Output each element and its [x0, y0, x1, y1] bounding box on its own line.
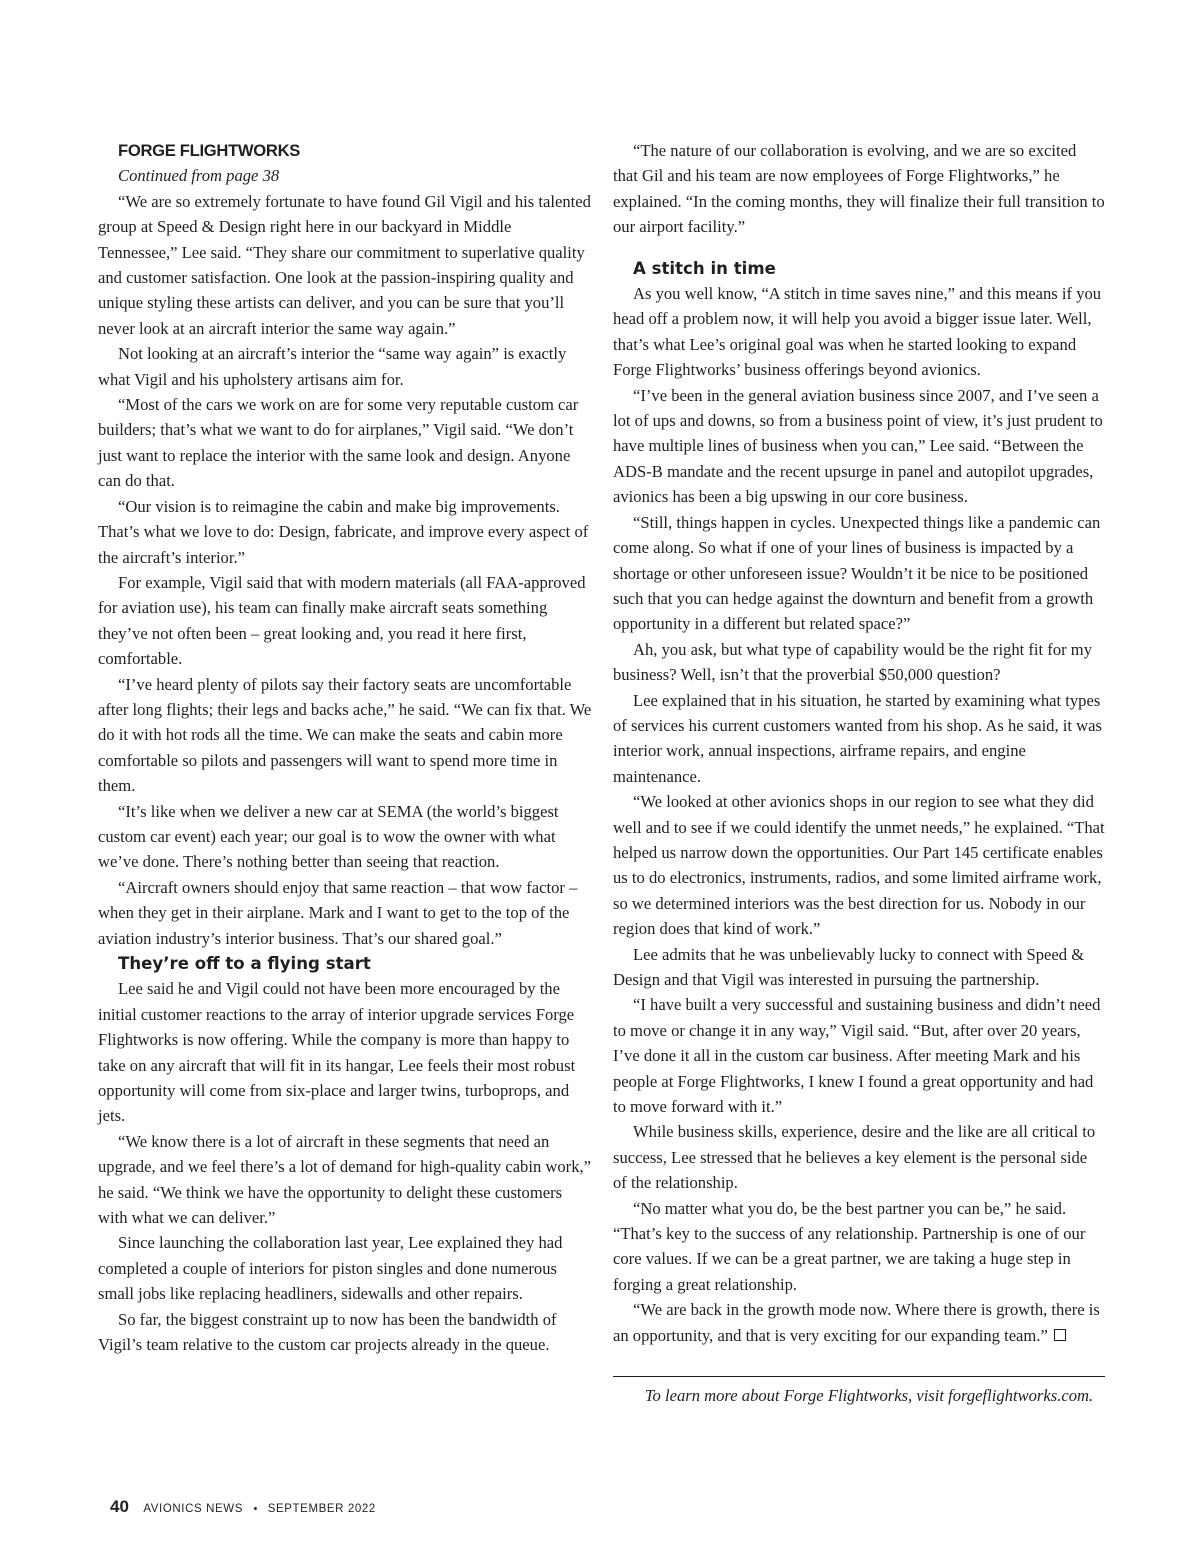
body-paragraph: “The nature of our collaboration is evolving, and we are so excited that Gil and his team are now employees of Forge Flightworks,” he explained. “In the coming months, they will finalize their full transition to our airport facility.” — [613, 141, 1105, 237]
body-paragraph: “We looked at other avionics shops in our region to see what they did well and to see if we could identify the unmet needs,” he explained. “That helped us narrow down the opportunities. Our Part 145 certificate enables us to do electronics, instruments, radios, and some limited airframe work, so we determined interiors was the best direction for us. Nobody in our region does that kind of work.” — [613, 792, 1105, 939]
left-column — [98, 138, 592, 1358]
body-paragraph: “I’ve heard plenty of pilots say their factory seats are uncomfortable after long flights; their legs and backs ache,” he said. “We can fix that. We do it with hot rods all the time. We can make the seats and cabin more comfortable so pilots and passengers will want to spend more time in them. — [98, 674, 592, 796]
publication-name: AVIONICS NEWS — [143, 1503, 243, 1515]
body-paragraph: Lee admits that he was unbelievably lucky to connect with Speed & Design and that Vigil was interested in pursuing the partnership. — [613, 944, 1085, 989]
closing-paragraph — [613, 1297, 1105, 1348]
body-paragraph: As you well know, “A stitch in time saves nine,” and this means if you head off a problem now, it will help you avoid a bigger issue later. Well, that’s what Lee’s original goal was when he started looking to expand Forge Flightworks’ business offerings beyond avionics. — [613, 284, 1102, 380]
left-paragraphs-b — [98, 976, 592, 1357]
subhead-flying-start: They’re off to a flying start — [118, 954, 371, 973]
body-paragraph: “Aircraft owners should enjoy that same reaction – that wow factor – when they get in their airplane. Mark and I want to get to the top of the aviation industry’s interior business. That’s our shared goal.” — [98, 877, 578, 948]
body-paragraph: Lee explained that in his situation, he started by examining what types of services his current customers wanted from his shop. As he said, it was interior work, annual inspections, airframe repairs, and engine maintenance. — [613, 690, 1102, 786]
page-number: 40 — [110, 1497, 129, 1516]
body-paragraph: “No matter what you do, be the best partner you can be,” he said. “That’s key to the success of any relationship. Partnership is one of our core values. If we can be a great partner, we are taking a huge step in forging a great relationship. — [613, 1198, 1086, 1294]
divider-rule — [613, 1376, 1105, 1377]
body-paragraph: Not looking at an aircraft’s interior the “same way again” is exactly what Vigil and his upholstery artisans aim for. — [98, 344, 567, 389]
section-kicker: FORGE FLIGHTWORKS — [118, 141, 301, 160]
learn-more-note: To learn more about Forge Flightworks, visit forgeflightworks.com. — [644, 1386, 1094, 1406]
body-paragraph: “Still, things happen in cycles. Unexpected things like a pandemic can come along. So what if one of your lines of business is impacted by a shortage or other unforeseen issue? Wouldn’t it be nice to be positioned such that you can hedge against the downturn and benefit from a growth opportunity in a different but related space?” — [613, 512, 1101, 634]
right-paragraphs-b — [613, 281, 1105, 1297]
footer-separator: • — [253, 1503, 258, 1515]
page-footer — [110, 1497, 376, 1521]
end-mark-icon — [1054, 1329, 1066, 1341]
body-paragraph: “Most of the cars we work on are for some very reputable custom car builders; that’s what we want to do for airplanes,” Vigil said. “We don’t just want to replace the interior with the same look and design. Anyone can do that. — [98, 395, 579, 491]
body-paragraph: “We know there is a lot of aircraft in these segments that need an upgrade, and we feel there’s a lot of demand for high-quality cabin work,” he said. “We think we have the opportunity to delight these customers with what we can deliver.” — [98, 1131, 592, 1228]
closing-paragraph-text: “We are back in the growth mode now. Where there is growth, there is an opportunity, and that is very exciting for our expanding team.” — [613, 1300, 1100, 1345]
body-paragraph: “We are so extremely fortunate to have found Gil Vigil and his talented group at Speed & Design right here in our backyard in Middle Tennessee,” Lee said. “They share our commitment to superlative quality and customer satisfaction. One look at the passion-inspiring quality and unique styling these artists can deliver, and you can be sure that you’ll never look at an aircraft interior the same way again.” — [98, 191, 591, 338]
body-paragraph: So far, the biggest constraint up to now has been the bandwidth of Vigil’s team relative to the custom car projects already in the queue. — [98, 1309, 557, 1355]
body-paragraph: “I have built a very successful and sustaining business and didn’t need to move or change it in any way,” Vigil said. “But, after over 20 years, I’ve done it all in the custom car business. After meeting Mark and his people at Forge Flightworks, I knew I found a great opportunity and had to move forward with it.” — [613, 995, 1101, 1117]
body-paragraph: Lee said he and Vigil could not have been more encouraged by the initial customer reactions to the array of interior upgrade services Forge Flightworks is now offering. While the company is more than happy to take on any aircraft that will fit in its hangar, Lee feels their most robust opportunity will come from six-place and larger twins, turboprops, and jets. — [98, 979, 576, 1126]
right-column — [613, 138, 1105, 1409]
body-paragraph: While business skills, experience, desire and the like are all critical to success, Lee stressed that he believes a key element is the personal side of the relationship. — [613, 1122, 1096, 1193]
subhead-stitch-in-time: A stitch in time — [633, 258, 776, 278]
issue-date: SEPTEMBER 2022 — [267, 1503, 376, 1515]
body-paragraph: “It’s like when we deliver a new car at SEMA (the world’s biggest custom car event) each year; our goal is to wow the owner with what we’ve done. There’s nothing better than seeing that reaction. — [98, 801, 559, 872]
continued-note: Continued from page 38 — [118, 166, 280, 186]
body-paragraph: Ah, you ask, but what type of capability would be the right fit for my business? Well, isn’t that the proverbial $50,000 question? — [613, 639, 1093, 685]
body-paragraph: Since launching the collaboration last year, Lee explained they had completed a couple of interiors for piston singles and done numerous small jobs like replacing headliners, sidewalls and other repairs. — [98, 1233, 563, 1304]
body-paragraph: For example, Vigil said that with modern materials (all FAA-approved for aviation use), his team can finally make aircraft seats something they’ve not often been – great looking and, you read it here first, comfortable. — [98, 572, 586, 669]
body-paragraph: “Our vision is to reimagine the cabin and make big improvements. That’s what we love to do: Design, fabricate, and improve every aspect of the aircraft’s interior.” — [98, 496, 589, 567]
left-paragraphs-a — [98, 189, 592, 951]
body-paragraph: “I’ve been in the general aviation business since 2007, and I’ve seen a lot of ups and downs, so from a business point of view, it’s just prudent to have multiple lines of business when you can,” Lee said. “Between the ADS-B mandate and the recent upsurge in panel and autopilot upgrades, avionics has been a big upswing in our core business. — [613, 385, 1103, 507]
right-paragraphs-a — [613, 138, 1105, 240]
